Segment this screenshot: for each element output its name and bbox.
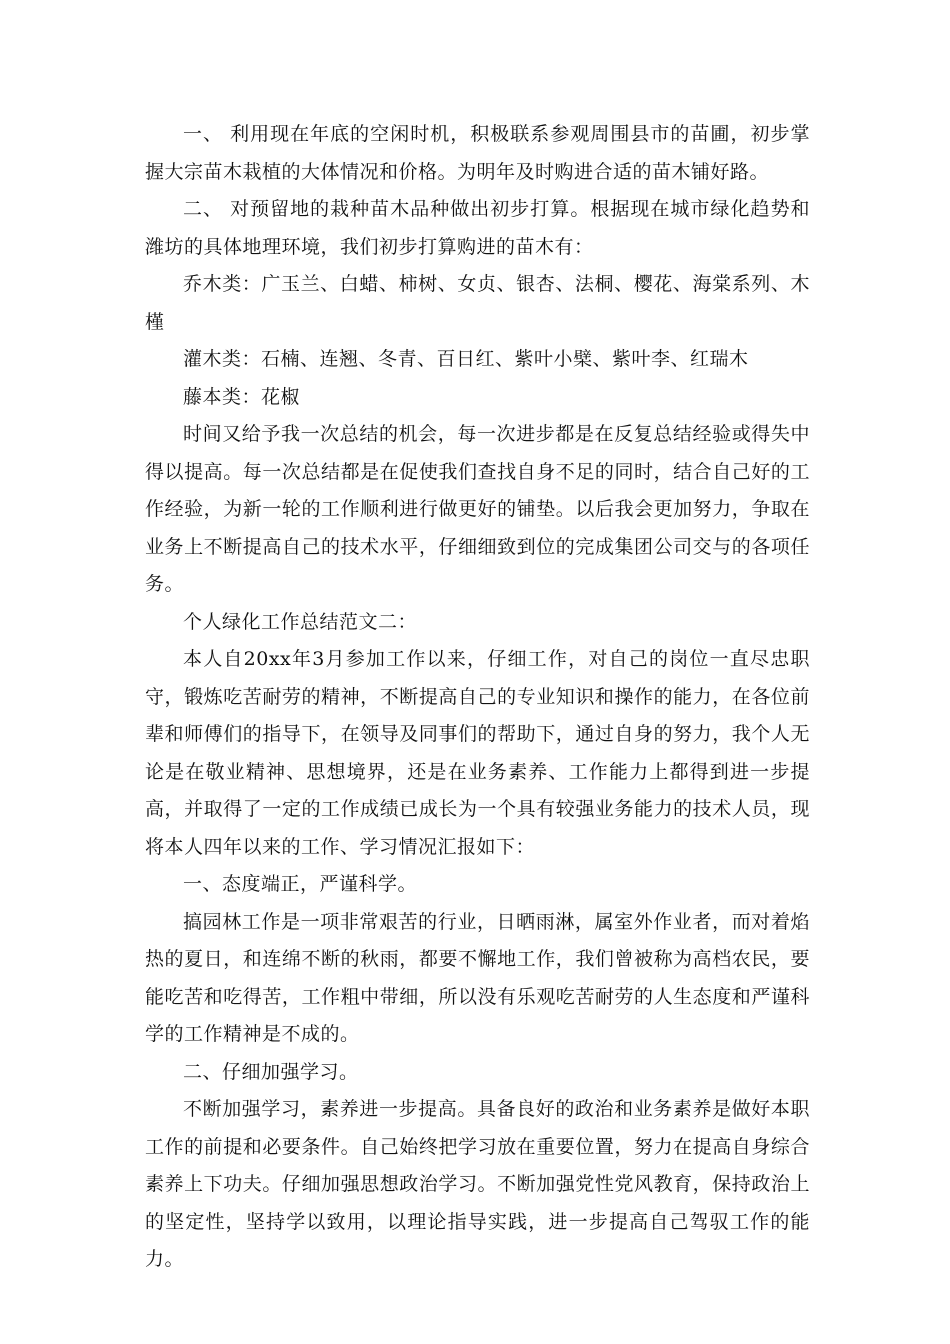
paragraph-shrub-list: 灌木类：石楠、连翘、冬青、百日红、紫叶小檗、紫叶李、红瑞木 <box>183 348 749 370</box>
paragraph-item-1: 一、 利用现在年底的空闲时机，积极联系参观周围县市的苗圃，初步掌握大宗苗木栽植的大体情况和价格。为明年及时购进合适的苗木铺好路。 <box>145 123 810 183</box>
paragraph-introduction: 本人自20xx年3月参加工作以来，仔细工作，对自己的岗位一直尽忠职守，锻炼吃苦耐劳的精神，不断提高自己的专业知识和操作的能力，在各位前辈和师傅们的指导下，在领导及同事们的帮助下，通过自身的努力，我个人无论是在敬业精神、思想境界，还是在业务素养、工作能力上都得到进一步提高，并取得了一定的工作成绩已成长为一个具有较强业务能力的技术人员，现将本人四年以来的工作、学习情况汇报如下： <box>145 648 810 858</box>
subheading-study: 二、仔细加强学习。 <box>183 1060 359 1083</box>
document-page <box>145 116 810 1279</box>
paragraph-study: 不断加强学习，素养进一步提高。具备良好的政治和业务素养是做好本职工作的前提和必要条件。自己始终把学习放在重要位置，努力在提高自身综合素养上下功夫。仔细加强思想政治学习。不断加强党性党风教育，保持政治上的坚定性，坚持学以致用，以理论指导实践，进一步提高自己驾驭工作的能力。 <box>145 1098 810 1270</box>
paragraph-attitude: 搞园林工作是一项非常艰苦的行业，日晒雨淋，属室外作业者，而对着焰热的夏日，和连绵不断的秋雨，都要不懈地工作，我们曾被称为高档农民，要能吃苦和吃得苦，工作粗中带细，所以没有乐观吃苦耐劳的人生态度和严谨科学的工作精神是不成的。 <box>145 910 810 1045</box>
paragraph-item-2: 二、 对预留地的栽种苗木品种做出初步打算。根据现在城市绿化趋势和潍坊的具体地理环境，我们初步打算购进的苗木有： <box>145 198 810 258</box>
paragraph-summary: 时间又给予我一次总结的机会，每一次进步都是在反复总结经验或得失中得以提高。每一次总结都是在促使我们查找自身不足的同时，结合自己好的工作经验，为新一轮的工作顺利进行做更好的铺垫。以后我会更加努力，争取在业务上不断提高自己的技术水平，仔细细致到位的完成集团公司交与的各项任务。 <box>145 423 810 595</box>
paragraph-vine-list: 藤本类：花椒 <box>183 385 301 408</box>
subheading-attitude: 一、态度端正，严谨科学。 <box>183 873 418 895</box>
section-heading-sample-two: 个人绿化工作总结范文二： <box>183 610 418 633</box>
paragraph-tree-list: 乔木类：广玉兰、白蜡、柿树、女贞、银杏、法桐、樱花、海棠系列、木槿 <box>145 273 810 333</box>
